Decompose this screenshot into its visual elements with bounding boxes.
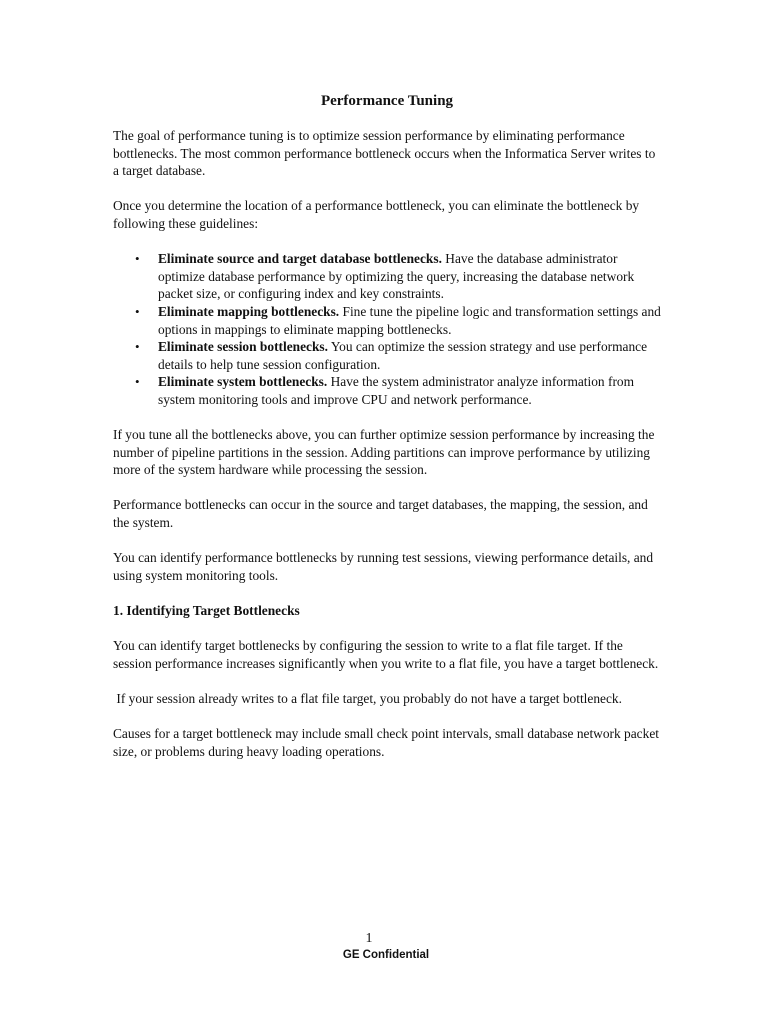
section-paragraph-1: You can identify target bottlenecks by configuring the session to write to a flat file target. If the session performance increases significantly when you write to a flat file, you have a target bottleneck. <box>113 638 659 671</box>
intro-paragraph-2: Once you determine the location of a performance bottleneck, you can eliminate the bottleneck by following these guidelines: <box>113 198 640 231</box>
section-heading: 1. Identifying Target Bottlenecks <box>113 603 300 619</box>
confidential-label: GE Confidential <box>342 949 430 961</box>
list-item <box>135 303 661 338</box>
guideline-text: Have the system administrator analyze information from system monitoring tools and improve CPU and network performance. <box>158 374 635 407</box>
bullet-icon: • <box>135 374 140 390</box>
guideline-heading: Eliminate source and target database bottlenecks. <box>158 251 442 267</box>
body-paragraph-identify: You can identify performance bottlenecks by running test sessions, viewing performance details, and using system monitoring tools. <box>113 550 654 583</box>
body-paragraph-locations: Performance bottlenecks can occur in the source and target databases, the mapping, the session, and the system. <box>113 497 648 531</box>
guideline-text: Have the database administrator optimize database performance by optimizing the query, increasing the database network packet size, or configuring index and key constraints. <box>158 251 635 302</box>
page-content <box>113 92 661 778</box>
section-paragraph-3: Causes for a target bottleneck may include small check point intervals, small database network packet size, or problems during heavy loading operations. <box>113 726 659 759</box>
bullet-icon: • <box>135 251 140 267</box>
guideline-heading: Eliminate session bottlenecks. <box>158 339 328 355</box>
page-number: 1 <box>365 931 373 946</box>
guideline-text: You can optimize the session strategy and use performance details to help tune session configuration. <box>158 339 648 372</box>
guideline-heading: Eliminate mapping bottlenecks. <box>158 303 340 319</box>
list-item <box>135 338 661 373</box>
section-paragraph-2: If your session already writes to a flat file target, you probably do not have a target bottleneck. <box>113 691 622 706</box>
list-item <box>135 373 661 408</box>
list-item <box>135 250 661 303</box>
guideline-heading: Eliminate system bottlenecks. <box>158 374 328 390</box>
intro-paragraph-1: The goal of performance tuning is to optimize session performance by eliminating performance bottlenecks. The most common performance bottleneck occurs when the Informatica Server writes to a target database. <box>113 128 656 179</box>
guideline-text: Fine tune the pipeline logic and transformation settings and options in mappings to eliminate mapping bottlenecks. <box>158 303 661 337</box>
bullet-icon: • <box>135 303 140 319</box>
document-title: Performance Tuning <box>320 93 454 109</box>
guidelines-list <box>113 250 661 408</box>
body-paragraph-partitions: If you tune all the bottlenecks above, you can further optimize session performance by increasing the number of pipeline partitions in the session. Adding partitions can improve performance by utilizing more of the system hardware while processing the session. <box>113 427 655 478</box>
bullet-icon: • <box>135 339 140 355</box>
